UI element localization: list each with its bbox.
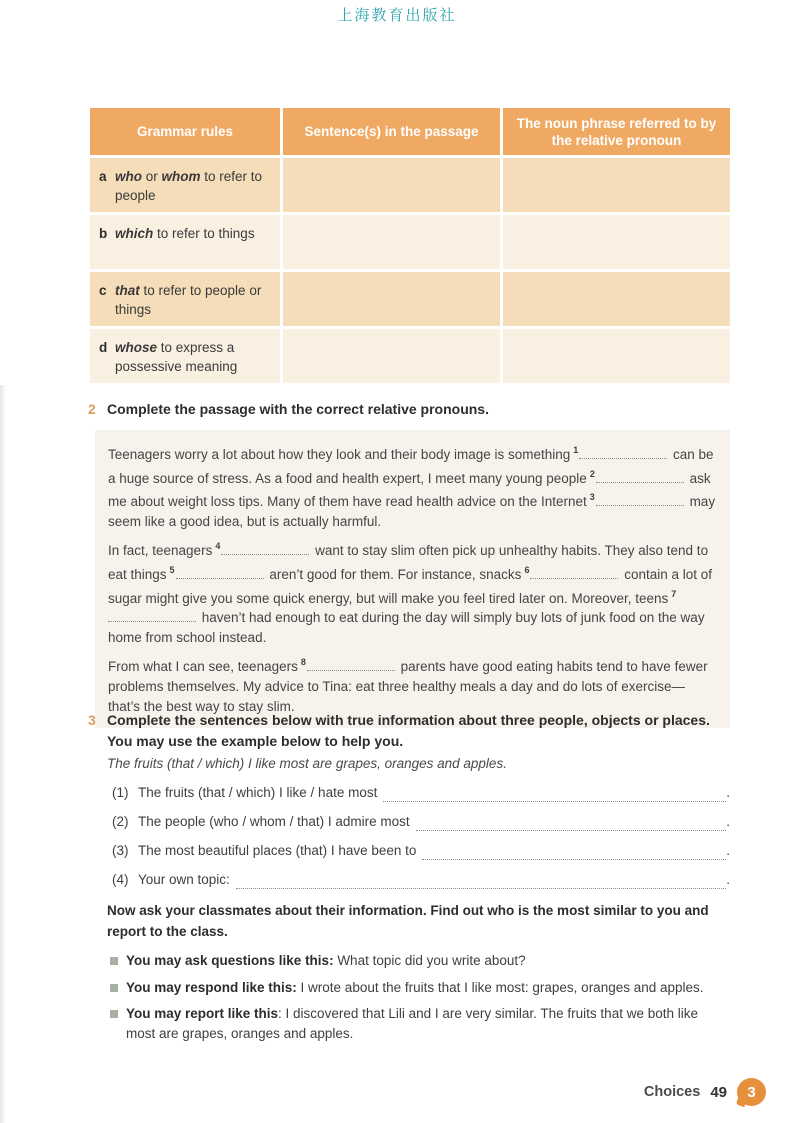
- table-row-b-nounphrase-cell: [503, 215, 730, 269]
- exercise2-title: Complete the passage with the correct relative pronouns.: [107, 401, 489, 417]
- table-row-d-rule: [90, 329, 280, 383]
- page-edge-shadow: [0, 385, 6, 1123]
- passage-paragraph-3: From what I can see, teenagers $^8$ parents have good eating habits tend to have fewer problems themselves. My advice to Tina: eat three healthy meals a day and do lots of exercise—that’s the best way to stay slim.: [108, 657, 708, 714]
- answer-blank-line: [236, 874, 726, 889]
- fill-item-4: [112, 870, 730, 890]
- table-row-d-nounphrase-cell: [503, 329, 730, 383]
- item-text: The most beautiful places (that) I have been to: [138, 842, 417, 858]
- blank-number: 1: [573, 445, 579, 455]
- row-letter: d: [99, 340, 108, 355]
- exercise3-heading: [88, 710, 730, 751]
- bullet-report: [110, 1004, 730, 1043]
- item-end-punctuation: .: [726, 871, 730, 887]
- answer-blank-line: [416, 816, 727, 831]
- row-letter: a: [99, 169, 107, 184]
- item-number: (2): [112, 813, 129, 829]
- fill-in-blank-line: [221, 541, 309, 555]
- table-header-sentences: Sentence(s) in the passage: [283, 108, 500, 155]
- passage-paragraph-2: In fact, teenagers $^4$ want to stay slim often pick up unhealthy habits. They also tend to eat things $^5$ aren’t good for them. For instance, snacks $^6$ contain a lot of sugar might give you some quick energy, but will make you feel tired later on. Moreover, teens $^7$ haven’t had enough to eat during the day will simply buy lots of junk food on the way home from school instead.: [108, 541, 713, 645]
- item-text: Your own topic:: [138, 871, 230, 887]
- blank-number: 4: [215, 541, 221, 552]
- page-number: 49: [710, 1083, 727, 1101]
- blank-number: 8: [300, 657, 306, 668]
- item-end-punctuation: .: [726, 784, 730, 800]
- page-footer: [644, 1078, 766, 1106]
- rule-text: whose to express a possessive meaning: [115, 340, 238, 374]
- fill-in-blank-line: [108, 608, 196, 622]
- row-letter: b: [99, 226, 108, 241]
- bullet-ask: [110, 951, 730, 971]
- bullet-text: What topic did you write about?: [333, 953, 526, 968]
- publisher-header: 上海教育出版社: [337, 8, 457, 24]
- fill-in-blank-line: [307, 657, 395, 671]
- fill-item-1: [112, 783, 730, 803]
- bullet-bold-label: You may report like this: [126, 1006, 279, 1021]
- bullet-bold-label: You may respond like this:: [126, 979, 297, 995]
- table-header-grammar-rules: Grammar rules: [90, 108, 280, 155]
- rule-text: which to refer to things: [115, 226, 255, 241]
- unit-number: 3: [747, 1083, 756, 1101]
- bullet-bold-label: You may ask questions like this:: [126, 953, 334, 968]
- table-row-c-sentence-cell: [283, 272, 500, 326]
- exercise3-title: Complete the sentences below with true information about three people, objects or places. You may use the example below to help you.: [107, 712, 710, 749]
- item-end-punctuation: .: [726, 813, 730, 829]
- grammar-table: [90, 108, 730, 383]
- blank-number: 3: [589, 492, 595, 503]
- answer-blank-line: [422, 845, 726, 860]
- unit-title: Choices: [643, 1084, 701, 1100]
- exercise3-followup: Now ask your classmates about their information. Find out who is the most similar to you and report to the class.: [107, 903, 709, 939]
- table-row-c-nounphrase-cell: [503, 272, 730, 326]
- fill-in-blank-line: [579, 445, 667, 459]
- fill-item-2: [112, 812, 730, 832]
- item-number: (4): [112, 871, 129, 887]
- fill-item-3: [112, 841, 730, 861]
- item-text: The people (who / whom / that) I admire most: [138, 813, 410, 829]
- table-row-a-nounphrase-cell: [503, 158, 730, 212]
- table-row-b-rule: [90, 215, 280, 269]
- unit-number-badge: [737, 1078, 766, 1106]
- exercise2-number: 2: [88, 401, 96, 417]
- bullet-text: : I discovered that Lili and I are very similar. The fruits that we both like most are grapes, oranges and apples.: [126, 1006, 698, 1041]
- blank-number: 5: [169, 564, 175, 575]
- rule-text: that to refer to people or things: [115, 283, 262, 317]
- exercise2-heading: [88, 399, 730, 420]
- table-row-b-sentence-cell: [283, 215, 500, 269]
- blank-number: 6: [524, 564, 530, 575]
- table-row-c-rule: [90, 272, 280, 326]
- fill-in-blank-line: [530, 565, 618, 579]
- bullet-square-icon: [110, 1010, 118, 1018]
- bullet-text: I wrote about the fruits that I like most: grapes, oranges and apples.: [296, 979, 704, 995]
- exercise3-example: The fruits (that / which) I like most are grapes, oranges and apples.: [107, 756, 507, 771]
- fill-in-blank-line: [596, 469, 684, 483]
- fill-in-blank-line: [596, 492, 684, 506]
- exercise3-number: 3: [88, 712, 96, 728]
- item-end-punctuation: .: [726, 842, 730, 858]
- table-header-noun-phrase: The noun phrase referred to by the relative pronoun: [503, 108, 730, 155]
- item-number: (1): [112, 784, 129, 800]
- item-text: The fruits (that / which) I like / hate most: [138, 784, 378, 800]
- table-row-d-sentence-cell: [283, 329, 500, 383]
- bullet-square-icon: [110, 984, 118, 992]
- bullet-respond: [110, 978, 730, 998]
- table-row-a-rule: [90, 158, 280, 212]
- exercise2-passage: [95, 430, 730, 728]
- answer-blank-line: [383, 787, 726, 802]
- table-row-a-sentence-cell: [283, 158, 500, 212]
- passage-paragraph-1: Teenagers worry a lot about how they look and their body image is something $^1$ can be a huge source of stress. As a food and health expert, I meet many young people $^2$ ask me about weight loss tips. Many of them have read health advice on the Internet $^3$ may seem like a good idea, but is actually harmful.: [108, 445, 716, 529]
- blank-number: 2: [589, 468, 595, 479]
- fill-in-blank-line: [176, 565, 264, 579]
- rule-text: who or whom to refer to people: [115, 169, 263, 203]
- blank-number: 7: [671, 588, 677, 599]
- item-number: (3): [112, 842, 129, 858]
- exercise3-body: [88, 752, 730, 1050]
- bullet-square-icon: [110, 957, 118, 965]
- row-letter: c: [99, 283, 107, 298]
